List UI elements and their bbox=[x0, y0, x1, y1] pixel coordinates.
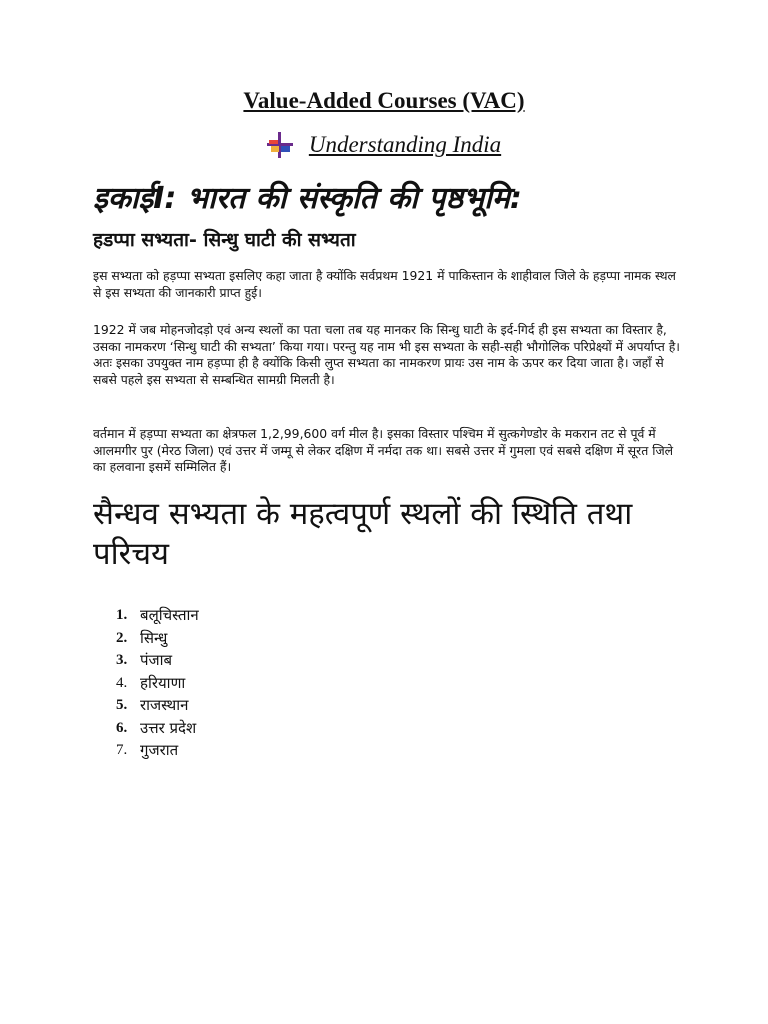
sites-list bbox=[116, 604, 199, 762]
list-item bbox=[116, 717, 199, 740]
list-number: 2. bbox=[116, 629, 128, 646]
list-item bbox=[116, 672, 199, 695]
list-number: 6. bbox=[116, 719, 128, 736]
list-item bbox=[116, 649, 199, 672]
document-title: Value-Added Courses (VAC) bbox=[243, 88, 525, 113]
list-text: हरियाणा bbox=[140, 673, 186, 692]
list-text: बलूचिस्तान bbox=[140, 606, 199, 624]
sites-heading: सैन्धव सभ्यता के महत्वपूर्ण स्थलों की स्थिति तथा परिचय bbox=[93, 496, 633, 572]
list-item bbox=[116, 694, 199, 717]
paragraph: इस सभ्यता को हड़प्पा सभ्यता इसलिए कहा जाता है क्योंकि सर्वप्रथम 1921 में पाकिस्तान के शाहीवाल जिले के हड़प्पा नामक स्थल से इस सभ्यता की जानकारी प्राप्त हुई। bbox=[93, 268, 676, 300]
subtitle-row bbox=[0, 132, 768, 158]
list-number: 7. bbox=[116, 742, 128, 758]
document-subtitle: Understanding India bbox=[308, 132, 502, 157]
list-number: 1. bbox=[116, 607, 128, 623]
paragraph: 1922 में जब मोहनजोदड़ो एवं अन्य स्थलों का पता चला तब यह मानकर कि सिन्धु घाटी के इर्द-गिर्द ही इस सभ्यता का विस्तार है, उसका नामकरण ‘सिन्धु घाटी की सभ्यता’ किया गया। परन्तु यह नाम भी इस सभ्यता के सही-सही भौगोलिक परिप्रेक्ष्यों में अपर्याप्त है। अतः इसका उपयुक्त नाम हड़प्पा ही है क्योंकि किसी लुप्त सभ्यता का नामकरण प्रायः उस नाम के ऊपर कर दिया जाता है। जहाँ से सबसे पहले इस सभ्यता से सम्बन्धित सामग्री मिलती है। bbox=[93, 322, 681, 387]
list-number: 4. bbox=[116, 674, 128, 691]
list-number: 3. bbox=[116, 652, 128, 668]
list-item bbox=[116, 604, 199, 627]
list-text: राजस्थान bbox=[140, 696, 189, 714]
list-number: 5. bbox=[116, 697, 128, 713]
list-item bbox=[116, 739, 199, 762]
colored-cross-bullet-icon bbox=[267, 132, 293, 158]
unit-heading: इकाईI: भारत की संस्कृति की पृष्ठभूमि: bbox=[93, 181, 522, 216]
list-item bbox=[116, 627, 199, 650]
paragraph: वर्तमान में हड़प्पा सभ्यता का क्षेत्रफल 1,2,99,600 वर्ग मील है। इसका विस्तार पश्चिम में सुत्कगेण्डोर के मकरान तट से पूर्व में आलमगीर पुर (मेरठ जिला) एवं उत्तर में जम्मू से लेकर दक्षिण में नर्मदा तक था। सबसे उत्तर में गुमला एवं सबसे दक्षिण में सूरत जिले का हलवाना इसमें सम्मिलित हैं। bbox=[93, 426, 674, 474]
section-heading: हडप्पा सभ्यता- सिन्धु घाटी की सभ्यता bbox=[93, 229, 356, 251]
list-text: पंजाब bbox=[140, 651, 173, 669]
list-text: सिन्धु bbox=[140, 628, 168, 647]
list-text: गुजरात bbox=[140, 741, 179, 759]
list-text: उत्तर प्रदेश bbox=[140, 718, 197, 737]
